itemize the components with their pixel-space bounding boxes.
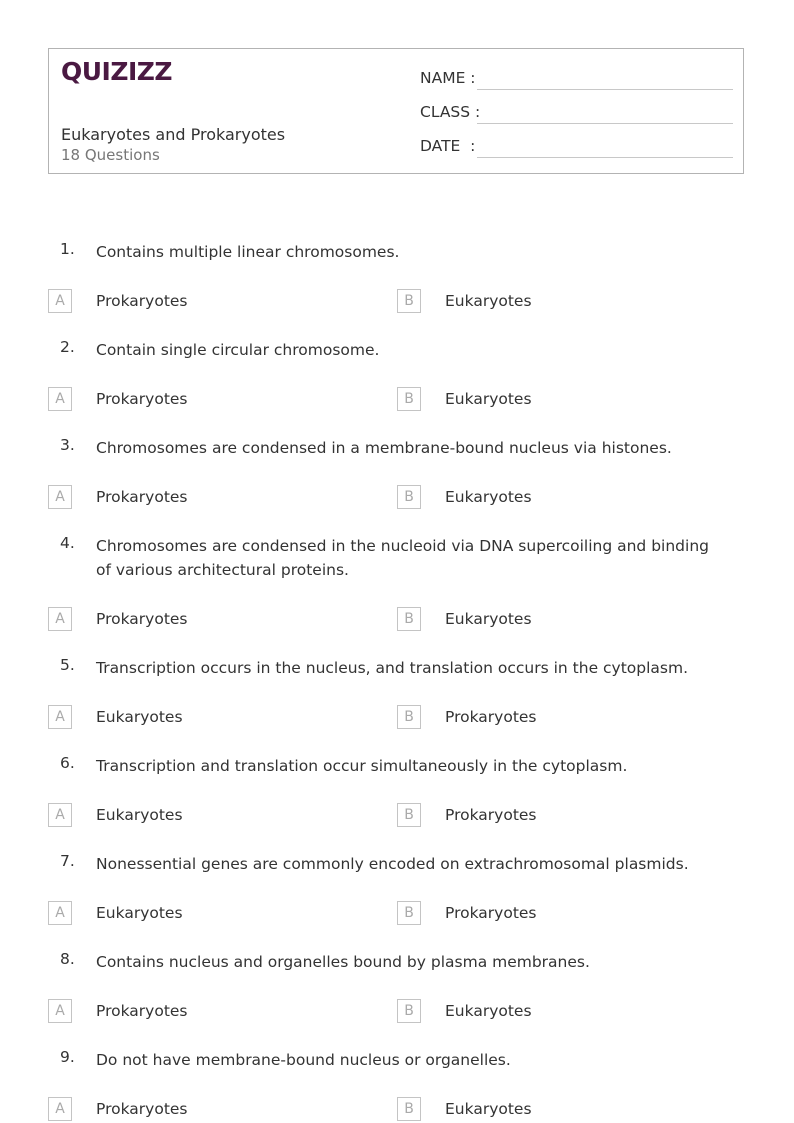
option-text: Prokaryotes xyxy=(445,708,537,726)
question-text: Chromosomes are condensed in the nucleoid via DNA supercoiling and binding of various architectural proteins. xyxy=(96,537,709,579)
question-number: 6. xyxy=(60,754,75,772)
option-letter-box: B xyxy=(397,803,421,827)
question-number: 1. xyxy=(60,240,75,258)
name-label: NAME : xyxy=(420,69,476,87)
name-input-line[interactable] xyxy=(477,89,733,90)
option-letter-box: A xyxy=(48,485,72,509)
option-letter-box: A xyxy=(48,1097,72,1121)
option-letter-box: A xyxy=(48,705,72,729)
date-label: DATE : xyxy=(420,137,476,155)
question-text: Contains multiple linear chromosomes. xyxy=(96,243,400,261)
option-text: Prokaryotes xyxy=(96,1002,188,1020)
option-letter-box: B xyxy=(397,1097,421,1121)
worksheet-title: Eukaryotes and Prokaryotes xyxy=(61,125,286,144)
option-letter-box: A xyxy=(48,999,72,1023)
option-letter-box: A xyxy=(48,607,72,631)
question-number: 2. xyxy=(60,338,75,356)
option-letter-box: B xyxy=(397,485,421,509)
option-text: Prokaryotes xyxy=(96,1100,188,1118)
option-letter-box: B xyxy=(397,901,421,925)
option-text: Eukaryotes xyxy=(445,610,532,628)
option-text: Eukaryotes xyxy=(96,904,183,922)
option-letter-box: A xyxy=(48,289,72,313)
question-text: Nonessential genes are commonly encoded on extrachromosomal plasmids. xyxy=(96,855,689,873)
option-text: Eukaryotes xyxy=(445,390,532,408)
option-text: Prokaryotes xyxy=(445,806,537,824)
question-number: 8. xyxy=(60,950,75,968)
option-letter-box: A xyxy=(48,803,72,827)
question-number: 5. xyxy=(60,656,75,674)
question-text: Contains nucleus and organelles bound by plasma membranes. xyxy=(96,953,590,971)
option-letter-box: A xyxy=(48,387,72,411)
option-letter-box: B xyxy=(397,999,421,1023)
question-count: 18 Questions xyxy=(61,146,160,164)
option-text: Eukaryotes xyxy=(445,1002,532,1020)
question-text: Transcription occurs in the nucleus, and translation occurs in the cytoplasm. xyxy=(96,659,689,677)
question-text: Chromosomes are condensed in a membrane-bound nucleus via histones. xyxy=(96,439,672,457)
question-number: 3. xyxy=(60,436,75,454)
quizizz-logo: QUIZIZZ xyxy=(61,57,173,86)
question-text: Transcription and translation occur simultaneously in the cytoplasm. xyxy=(96,757,628,775)
option-text: Prokaryotes xyxy=(96,488,188,506)
class-label: CLASS : xyxy=(420,103,481,121)
date-input-line[interactable] xyxy=(477,157,733,158)
option-text: Eukaryotes xyxy=(445,292,532,310)
question-text: Contain single circular chromosome. xyxy=(96,341,380,359)
worksheet-header xyxy=(48,48,744,174)
option-letter-box: B xyxy=(397,607,421,631)
option-text: Eukaryotes xyxy=(96,708,183,726)
option-text: Prokaryotes xyxy=(445,904,537,922)
option-text: Eukaryotes xyxy=(445,488,532,506)
option-text: Prokaryotes xyxy=(96,610,188,628)
option-text: Prokaryotes xyxy=(96,292,188,310)
option-letter-box: A xyxy=(48,901,72,925)
question-number: 7. xyxy=(60,852,75,870)
option-letter-box: B xyxy=(397,387,421,411)
option-letter-box: B xyxy=(397,289,421,313)
question-text: Do not have membrane-bound nucleus or organelles. xyxy=(96,1051,511,1069)
option-letter-box: B xyxy=(397,705,421,729)
question-number: 9. xyxy=(60,1048,75,1066)
option-text: Eukaryotes xyxy=(445,1100,532,1118)
option-text: Prokaryotes xyxy=(96,390,188,408)
question-number: 4. xyxy=(60,534,75,552)
class-input-line[interactable] xyxy=(477,123,733,124)
option-text: Eukaryotes xyxy=(96,806,183,824)
